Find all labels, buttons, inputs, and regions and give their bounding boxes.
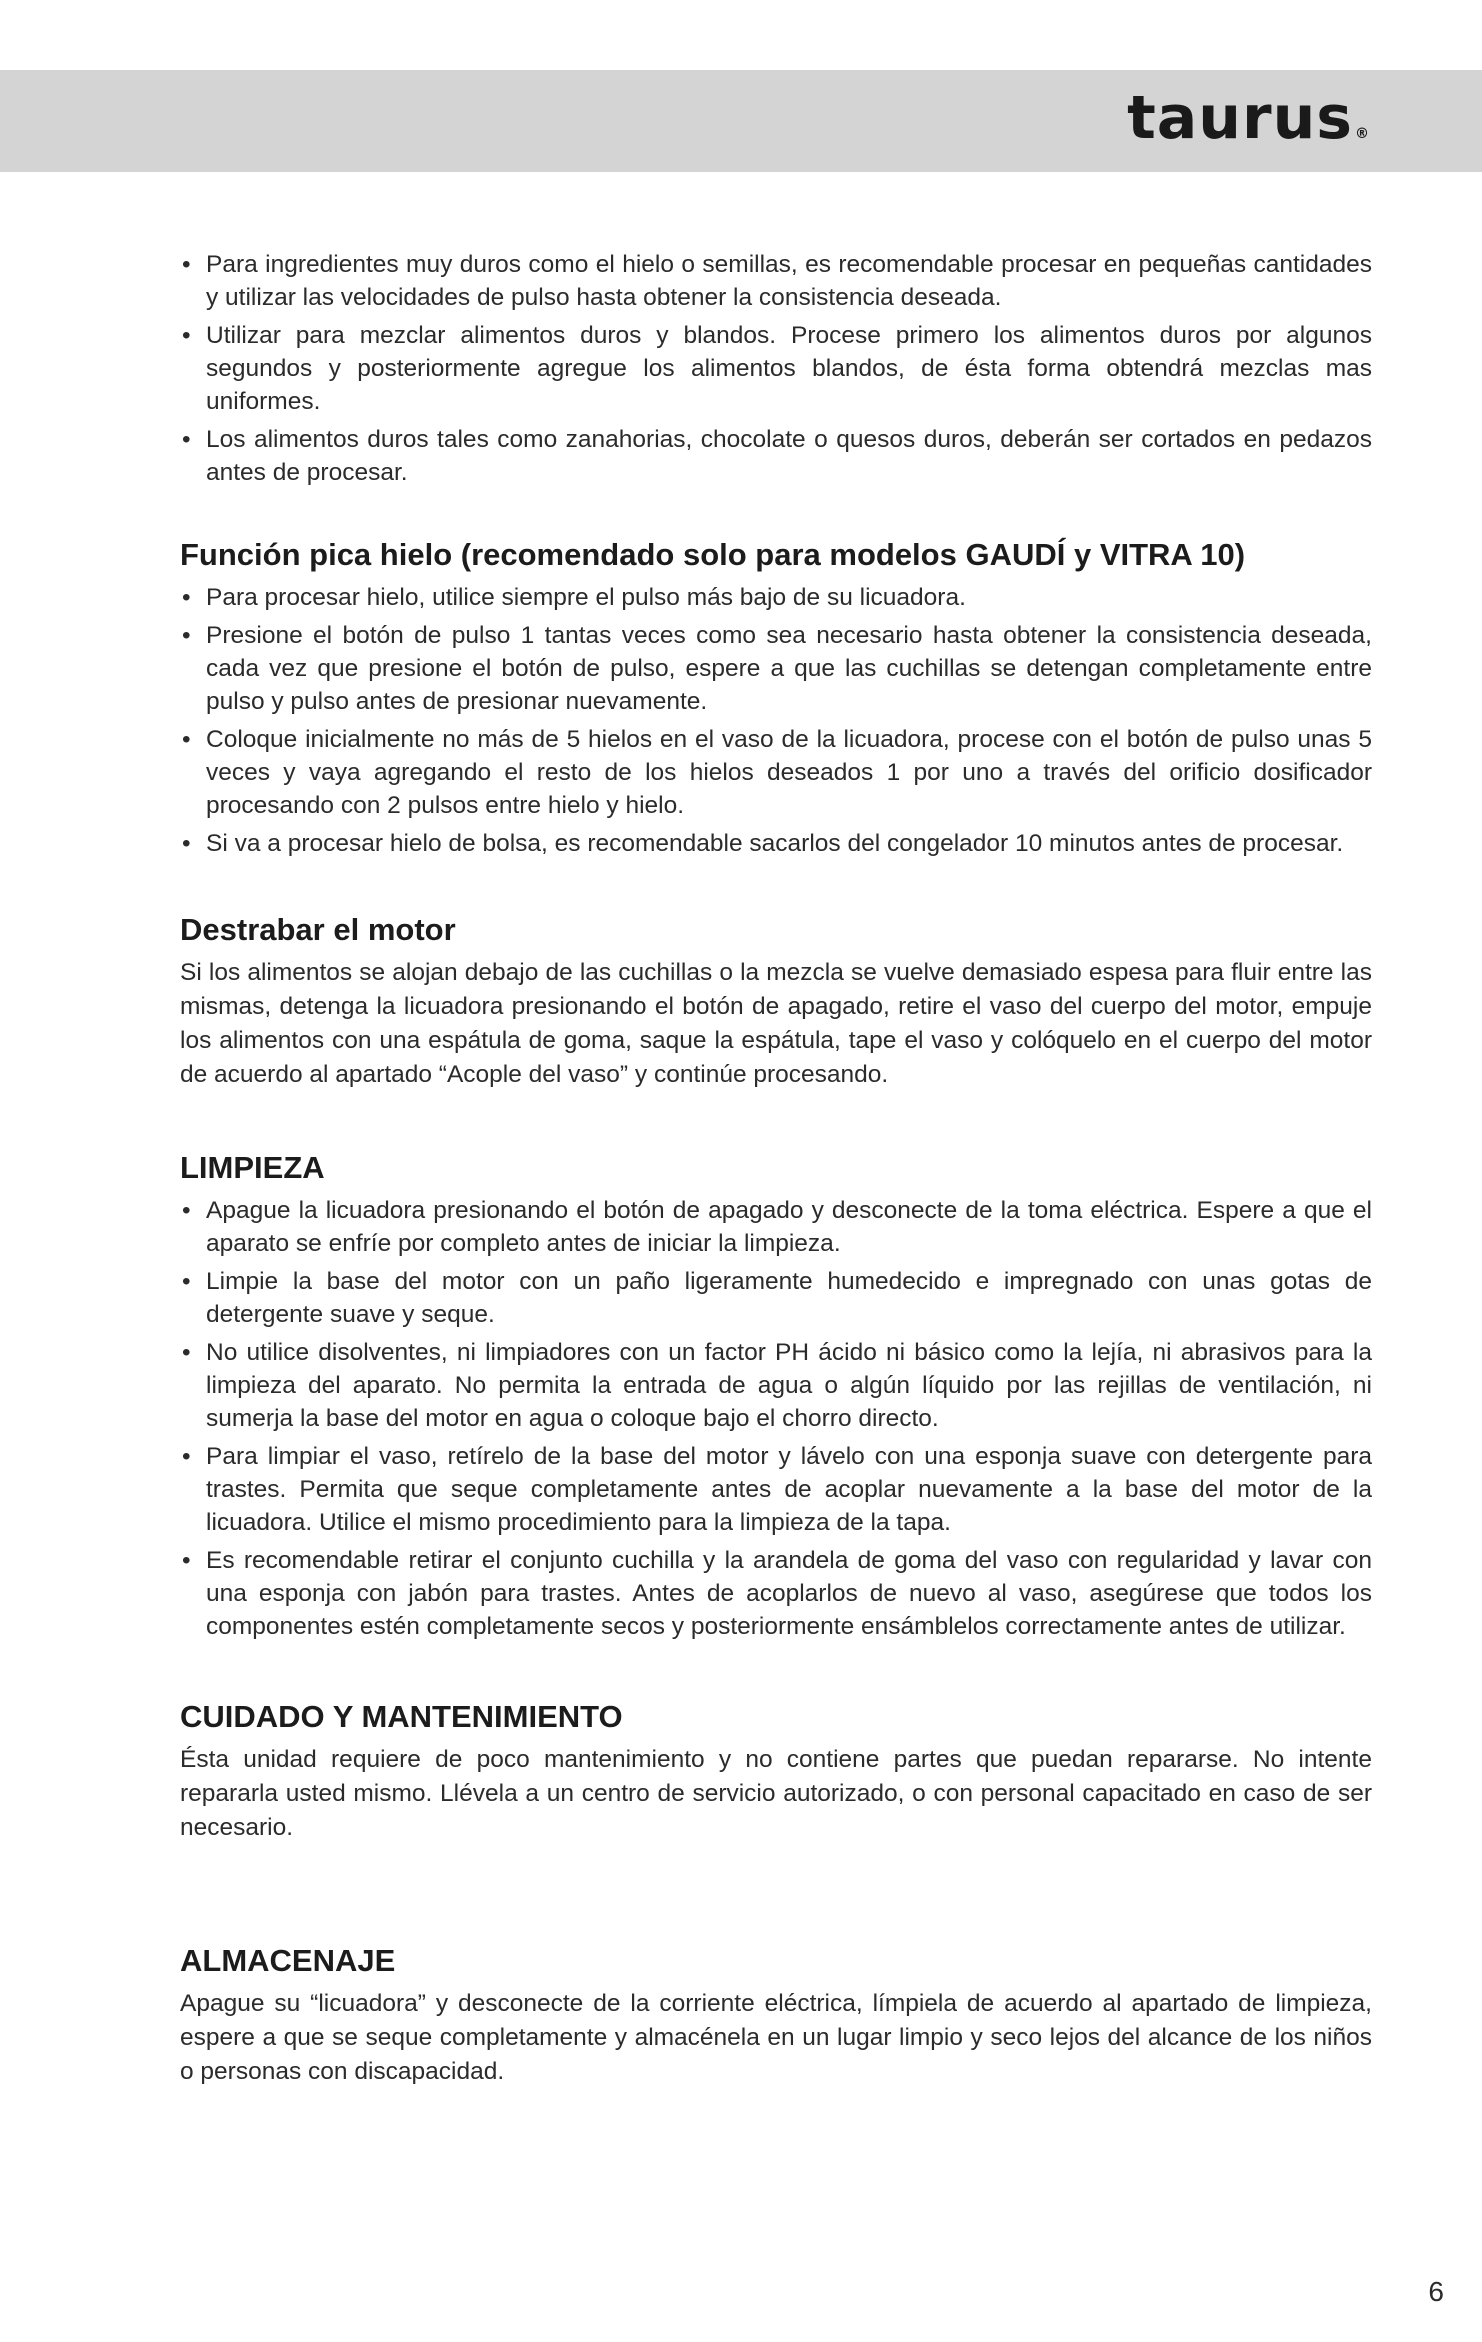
list-item: • Para procesar hielo, utilice siempre el pulso más bajo de su licuadora. xyxy=(180,581,1372,614)
registered-mark: ® xyxy=(1355,126,1370,142)
section-title: ALMACENAJE xyxy=(180,1943,396,1978)
page-number: 6 xyxy=(1428,2276,1444,2307)
section-title: CUIDADO Y MANTENIMIENTO xyxy=(180,1699,623,1734)
cleaning-bullet-list xyxy=(180,1194,1372,1643)
taurus-logo xyxy=(1127,83,1370,164)
section-title: Destrabar el motor xyxy=(180,912,456,947)
brand-name: taurus xyxy=(1127,83,1353,153)
list-item: • No utilice disolventes, ni limpiadores con un factor PH ácido ni básico como la lejía, ni abrasivos para la limpieza del aparato. No permita la entrada de agua o algún líquido por las rejillas de ventilación, ni sumerja la base del motor en agua o coloque bajo el chorro directo. xyxy=(180,1336,1372,1435)
list-item: • Para ingredientes muy duros como el hielo o semillas, es recomendable procesar en pequeñas cantidades y utilizar las velocidades de pulso hasta obtener la consistencia deseada. xyxy=(180,248,1372,314)
list-item: • Utilizar para mezclar alimentos duros y blandos. Procese primero los alimentos duros por algunos segundos y posteriormente agregue los alimentos blandos, de ésta forma obtendrá mezclas mas uniformes. xyxy=(180,319,1372,418)
care-maintenance-section xyxy=(180,1697,1372,1845)
ice-bullet-list xyxy=(180,581,1372,860)
ice-crush-section xyxy=(180,535,1372,860)
list-item: • Presione el botón de pulso 1 tantas veces como sea necesario hasta obtener la consistencia deseada, cada vez que presione el botón de pulso, espere a que las cuchillas se detengan completamente entre pulso y pulso antes de presionar nuevamente. xyxy=(180,619,1372,718)
list-item: • Para limpiar el vaso, retírelo de la base del motor y lávelo con una esponja suave con detergente para trastes. Permita que seque completamente antes de acoplar nuevamente a la base del motor de la licuadora. Utilice el mismo procedimiento para la limpieza de la tapa. xyxy=(180,1440,1372,1539)
section-paragraph: Ésta unidad requiere de poco mantenimiento y no contiene partes que puedan repararse. No intente repararla usted mismo. Llévela a un centro de servicio autorizado, o con personal capacitado en caso de ser necesario. xyxy=(180,1746,1372,1841)
list-item: • Si va a procesar hielo de bolsa, es recomendable sacarlos del congelador 10 minutos antes de procesar. xyxy=(180,827,1372,860)
storage-section xyxy=(180,1941,1372,2089)
list-item: • Coloque inicialmente no más de 5 hielos en el vaso de la licuadora, procese con el botón de pulso unas 5 veces y vaya agregando el resto de los hielos deseados 1 por uno a través del orificio dosificador procesando con 2 pulsos entre hielo y hielo. xyxy=(180,723,1372,822)
page-content xyxy=(180,248,1372,2089)
list-item: • Limpie la base del motor con un paño ligeramente humedecido e impregnado con unas gotas de detergente suave y seque. xyxy=(180,1265,1372,1331)
section-paragraph: Si los alimentos se alojan debajo de las cuchillas o la mezcla se vuelve demasiado espesa para fluir entre las mismas, detenga la licuadora presionando el botón de apagado, retire el vaso del cuerpo del motor, empuje los alimentos con una espátula de goma, saque la espátula, tape el vaso y colóquelo en el cuerpo del motor de acuerdo al apartado “Acople del vaso” y continúe procesando. xyxy=(180,959,1372,1088)
list-item: • Es recomendable retirar el conjunto cuchilla y la arandela de goma del vaso con regularidad y lavar con una esponja con jabón para trastes. Antes de acoplarlos de nuevo al vaso, asegúrese que todos los componentes estén completamente secos y posteriormente ensámblelos correctamente antes de utilizar. xyxy=(180,1544,1372,1643)
list-item: • Los alimentos duros tales como zanahorias, chocolate o quesos duros, deberán ser cortados en pedazos antes de procesar. xyxy=(180,423,1372,489)
section-title: Función pica hielo (recomendado solo para modelos GAUDÍ y VITRA 10) xyxy=(180,537,1246,572)
cleaning-section xyxy=(180,1148,1372,1643)
section-paragraph: Apague su “licuadora” y desconecte de la corriente eléctrica, límpiela de acuerdo al apartado de limpieza, espere a que se seque completamente y almacénela en un lugar limpio y seco lejos del alcance de los niños o personas con discapacidad. xyxy=(180,1990,1372,2085)
section-title: LIMPIEZA xyxy=(180,1150,325,1185)
intro-bullet-list xyxy=(180,248,1372,489)
list-item: • Apague la licuadora presionando el botón de apagado y desconecte de la toma eléctrica. Espere a que el aparato se enfríe por completo antes de iniciar la limpieza. xyxy=(180,1194,1372,1260)
unjam-motor-section xyxy=(180,910,1372,1092)
